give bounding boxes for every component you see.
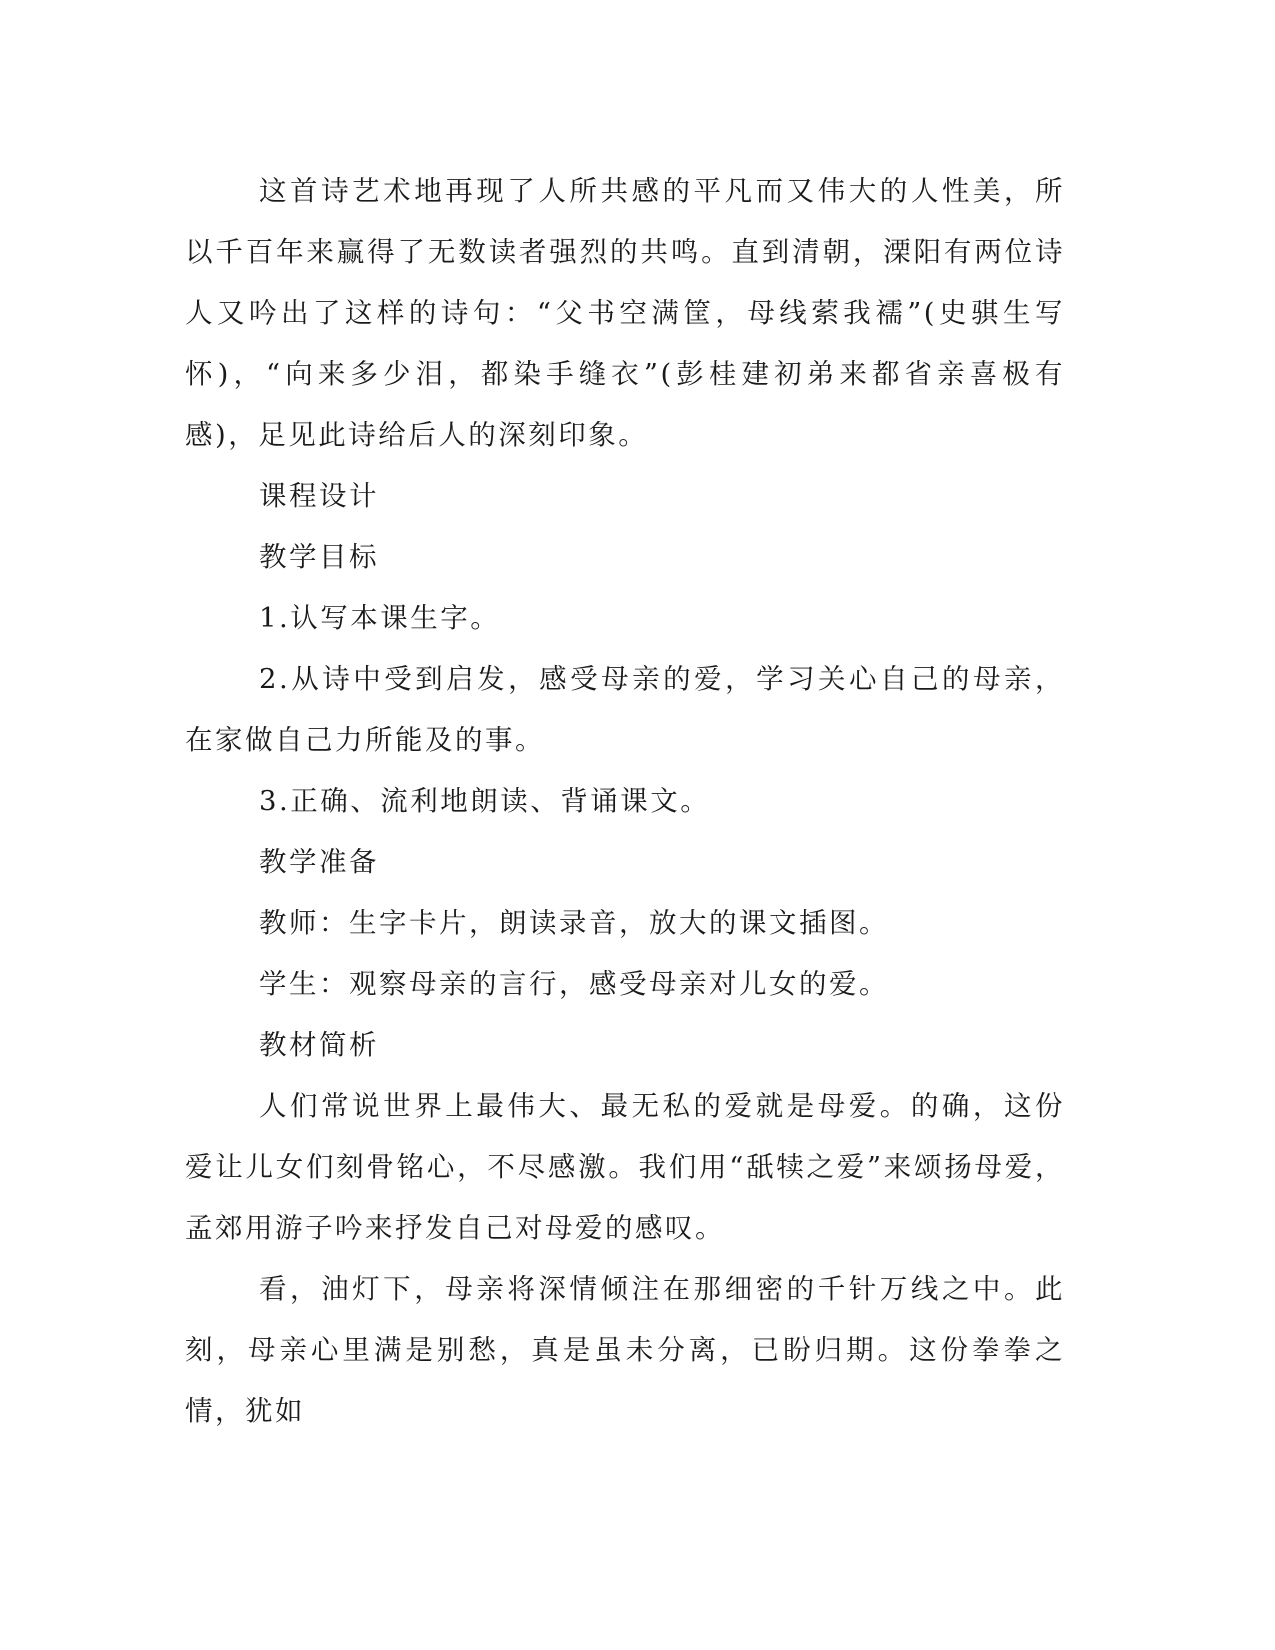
prep-teacher: 教师：生字卡片，朗读录音，放大的课文插图。: [259, 907, 889, 939]
prep-student: 学生：观察母亲的言行，感受母亲对儿女的爱。: [259, 968, 889, 1000]
goal-item-2: 2.从诗中受到启发，感受母亲的爱，学习关心自己的母亲，在家做自己力所能及的事。: [185, 663, 1065, 756]
paragraph-analysis-2: 看，油灯下，母亲将深情倾注在那细密的千针万线之中。此刻，母亲心里满是别愁，真是虽未分离，已盼归期。这份拳拳之情，犹如: [185, 1273, 1065, 1427]
heading-teaching-prep: 教学准备: [259, 846, 379, 878]
goal-item-3: 3.正确、流利地朗读、背诵课文。: [259, 785, 711, 817]
paragraph-poem-appreciation: 这首诗艺术地再现了人所共感的平凡而又伟大的人性美，所以千百年来赢得了无数读者强烈的共鸣。直到清朝，溧阳有两位诗人又吟出了这样的诗句：“父书空满筐，母线萦我襦”(史骐生写怀)，“向来多少泪，都染手缝衣”(彭桂建初弟来都省亲喜极有感)，足见此诗给后人的深刻印象。: [185, 175, 1065, 451]
document-body: [185, 161, 1065, 1442]
heading-material-analysis: 教材简析: [259, 1029, 379, 1061]
goal-item-1: 1.认写本课生字。: [259, 602, 501, 634]
paragraph-analysis-1: 人们常说世界上最伟大、最无私的爱就是母爱。的确，这份爱让儿女们刻骨铭心，不尽感激。我们用“舐犊之爱”来颂扬母爱，孟郊用游子吟来抒发自己对母爱的感叹。: [185, 1090, 1065, 1244]
heading-teaching-goals: 教学目标: [259, 541, 379, 573]
heading-course-design: 课程设计: [259, 480, 379, 512]
